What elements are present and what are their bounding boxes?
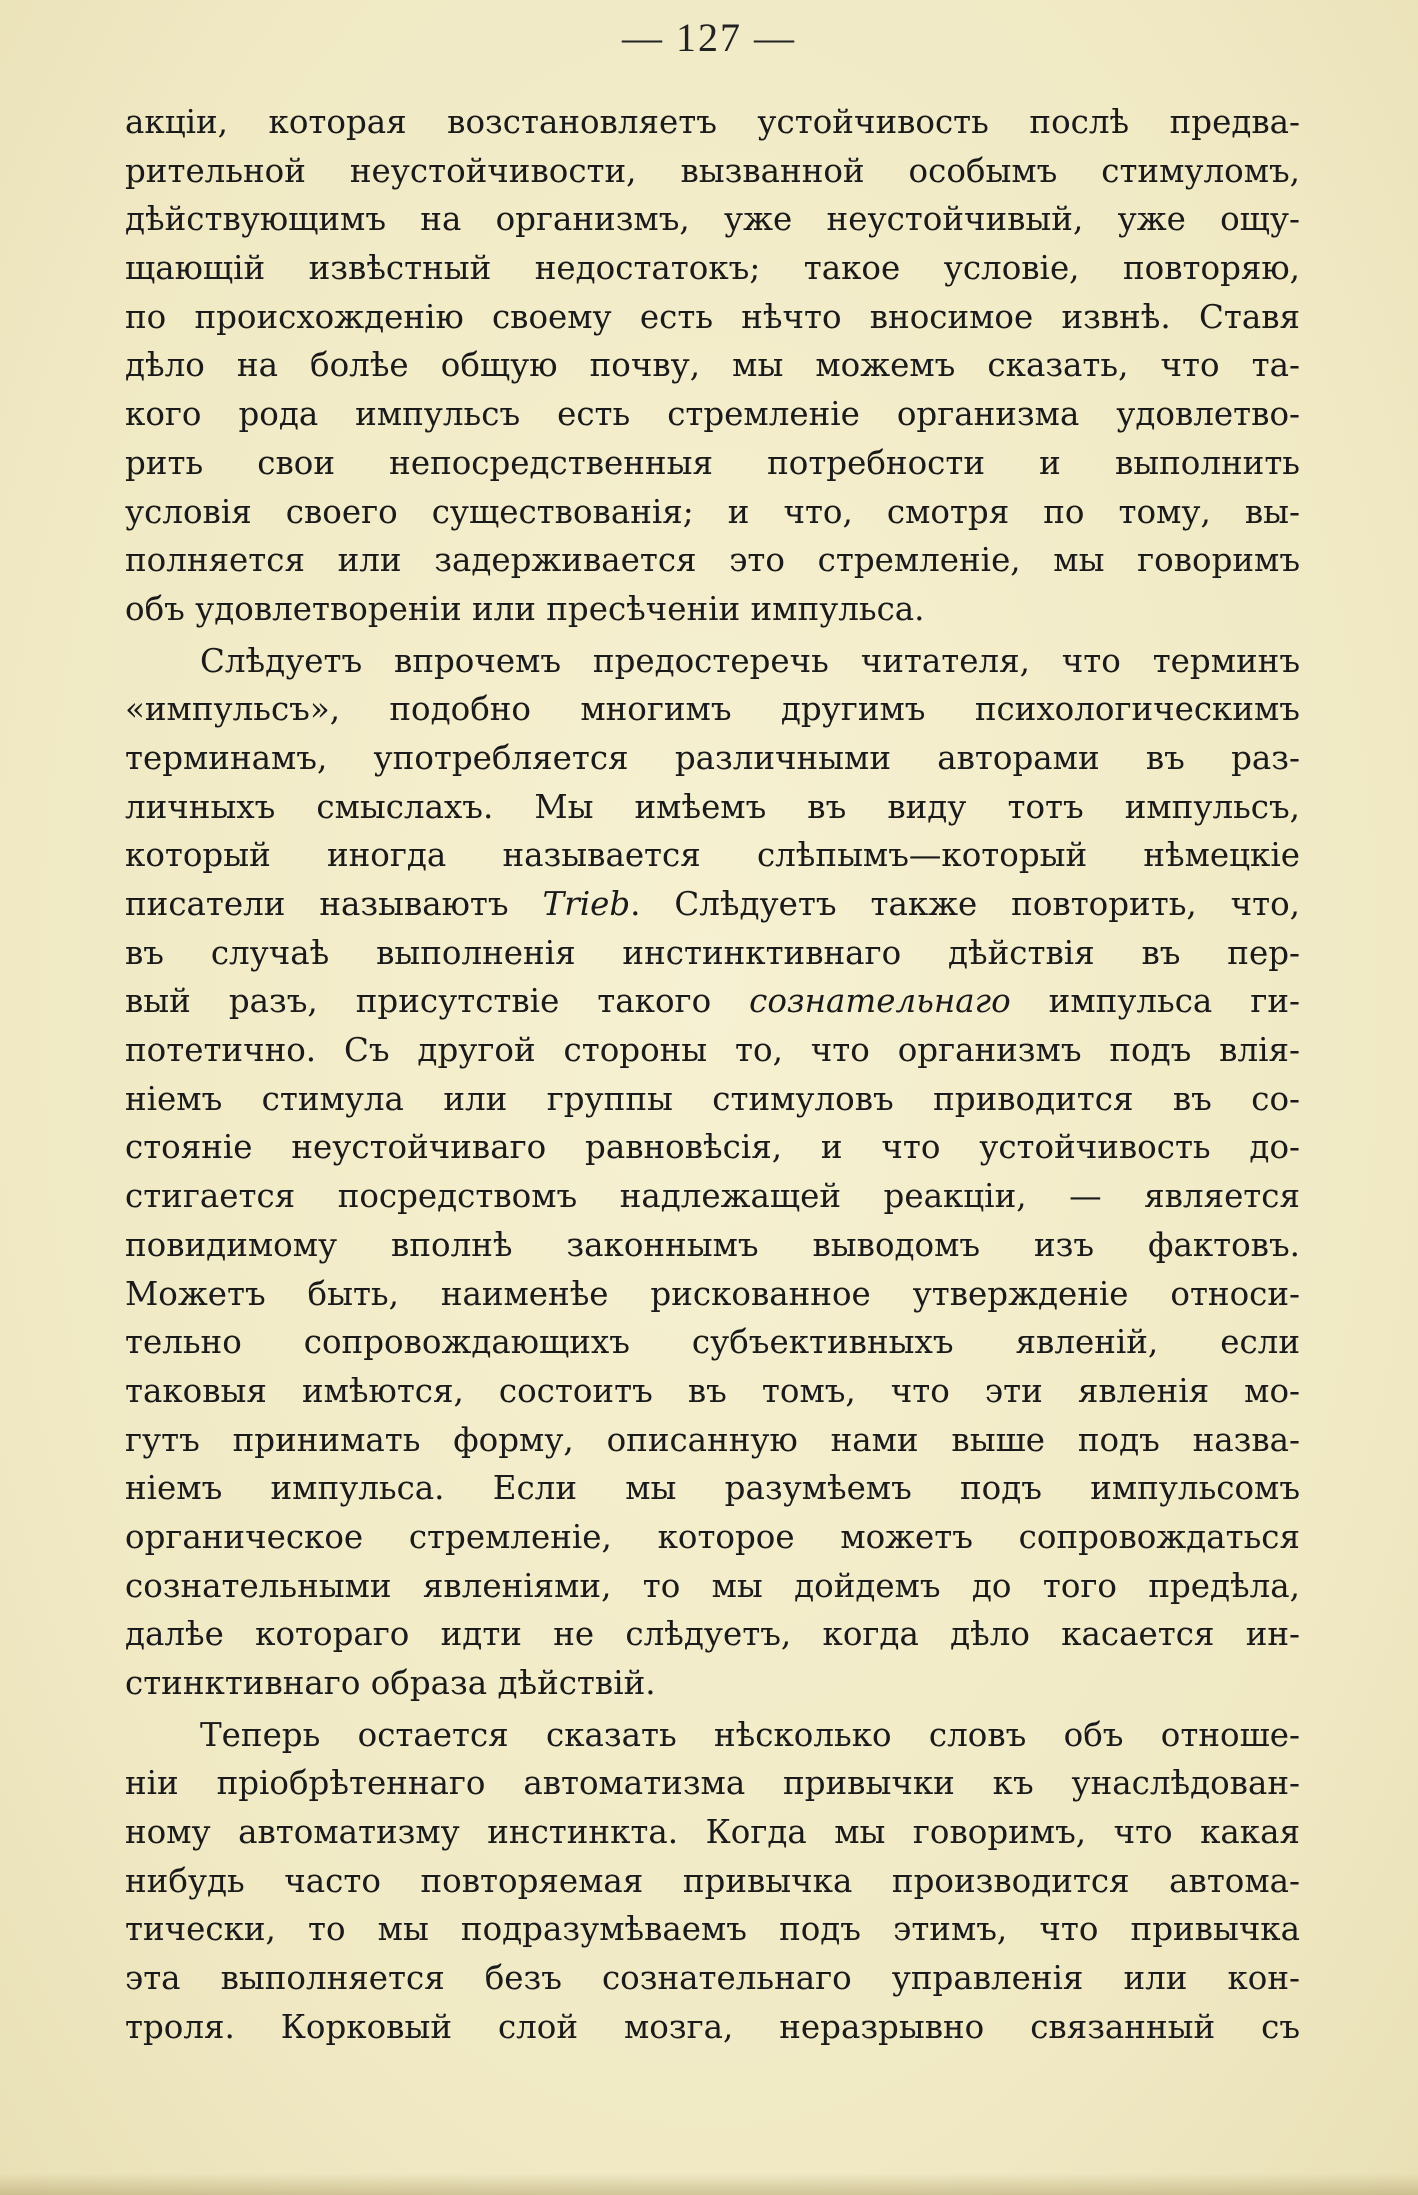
text-line: сознательными явленіями, то мы дойдемъ до того предѣла,	[125, 1566, 1300, 1605]
text-line: троля. Корковый слой мозга, неразрывно связанный съ	[125, 2007, 1300, 2046]
paragraph	[125, 1711, 1300, 2052]
text-line: далѣе котораго идти не слѣдуетъ, когда дѣло касается ин-	[125, 1615, 1300, 1654]
text-line: акціи, которая возстановляетъ устойчивость послѣ предва-	[125, 103, 1300, 141]
text-line: повидимому вполнѣ законнымъ выводомъ изъ фактовъ.	[125, 1225, 1300, 1264]
page-bottom-edge	[0, 2173, 1418, 2195]
text-line: стинктивнаго образа дѣйствій.	[125, 1664, 656, 1702]
text-line: Теперь остается сказать нѣсколько словъ объ отноше-	[200, 1715, 1300, 1754]
text-line: личныхъ смыслахъ. Мы имѣемъ въ виду тотъ импульсъ,	[125, 787, 1300, 826]
text-line: потетично. Съ другой стороны то, что организмъ подъ влія-	[125, 1031, 1300, 1070]
text-line: рить свои непосредственныя потребности и выполнить	[125, 443, 1300, 482]
text-line: въ случаѣ выполненія инстинктивнаго дѣйствія въ пер-	[125, 933, 1300, 972]
paragraph	[125, 98, 1300, 634]
paragraph	[125, 637, 1300, 1708]
text-line: щающій извѣстный недостатокъ; такое условіе, повторяю,	[125, 249, 1300, 288]
text-line: который иногда называется слѣпымъ—который нѣмецкіе	[125, 836, 1300, 875]
text-line: терминамъ, употребляется различными авторами въ раз-	[125, 738, 1300, 777]
text-line: гутъ принимать форму, описанную нами выше подъ назва-	[125, 1420, 1300, 1459]
page-number: — 127 —	[622, 15, 796, 60]
text-line: ніемъ импульса. Если мы разумѣемъ подъ импульсомъ	[125, 1469, 1300, 1508]
text-line: Слѣдуетъ впрочемъ предостеречь читателя, что терминъ	[200, 641, 1300, 680]
text-line: рительной неустойчивости, вызванной особымъ стимуломъ,	[125, 151, 1300, 190]
text-line: ніи пріобрѣтеннаго автоматизма привычки къ унаслѣдован-	[125, 1764, 1300, 1803]
body-text	[125, 98, 1300, 2052]
text-line: стигается посредствомъ надлежащей реакціи, — является	[125, 1177, 1300, 1216]
text-line: «импульсъ», подобно многимъ другимъ психологическимъ	[125, 690, 1300, 729]
text-line: ному автоматизму инстинкта. Когда мы говоримъ, что какая	[125, 1813, 1300, 1852]
text-line: тельно сопровождающихъ субъективныхъ явленій, если	[125, 1323, 1300, 1362]
text-line: стояніе неустойчиваго равновѣсія, и что устойчивость до-	[125, 1128, 1300, 1167]
text-line: объ удовлетвореніи или пресѣченіи импульса.	[125, 589, 925, 628]
text-line: полняется или задерживается это стремленіе, мы говоримъ	[125, 541, 1300, 580]
text-line: нибудь часто повторяемая привычка производится автома-	[125, 1861, 1300, 1900]
text-line: условія своего существованія; и что, смотря по тому, вы-	[125, 492, 1300, 531]
text-line: вый разъ, присутствіе такого сознательнаго импульса ги-	[125, 982, 1300, 1021]
text-line: кого рода импульсъ есть стремленіе организма удовлетво-	[125, 395, 1300, 434]
text-line: по происхожденію своему есть нѣчто вносимое извнѣ. Ставя	[125, 297, 1300, 336]
text-line: таковыя имѣются, состоитъ въ томъ, что эти явленія мо-	[125, 1371, 1300, 1410]
text-line: ніемъ стимула или группы стимуловъ приводится въ со-	[125, 1079, 1300, 1118]
text-line: органическое стремленіе, которое можетъ сопровождаться	[125, 1517, 1300, 1556]
text-line: Можетъ быть, наименѣе рискованное утвержденіе относи-	[125, 1274, 1300, 1313]
text-line: дѣйствующимъ на организмъ, уже неустойчивый, уже ощу-	[125, 200, 1300, 239]
text-line: писатели называютъ Trieb. Слѣдуетъ также повторить, что,	[125, 885, 1300, 923]
text-line: эта выполняется безъ сознательнаго управленія или кон-	[125, 1959, 1300, 1998]
text-line: тически, то мы подразумѣваемъ подъ этимъ, что привычка	[125, 1910, 1300, 1949]
italic-term: сознательнаго	[749, 982, 1011, 1021]
italic-term: Trieb	[542, 885, 631, 923]
text-line: дѣло на болѣе общую почву, мы можемъ сказать, что та-	[125, 346, 1300, 385]
